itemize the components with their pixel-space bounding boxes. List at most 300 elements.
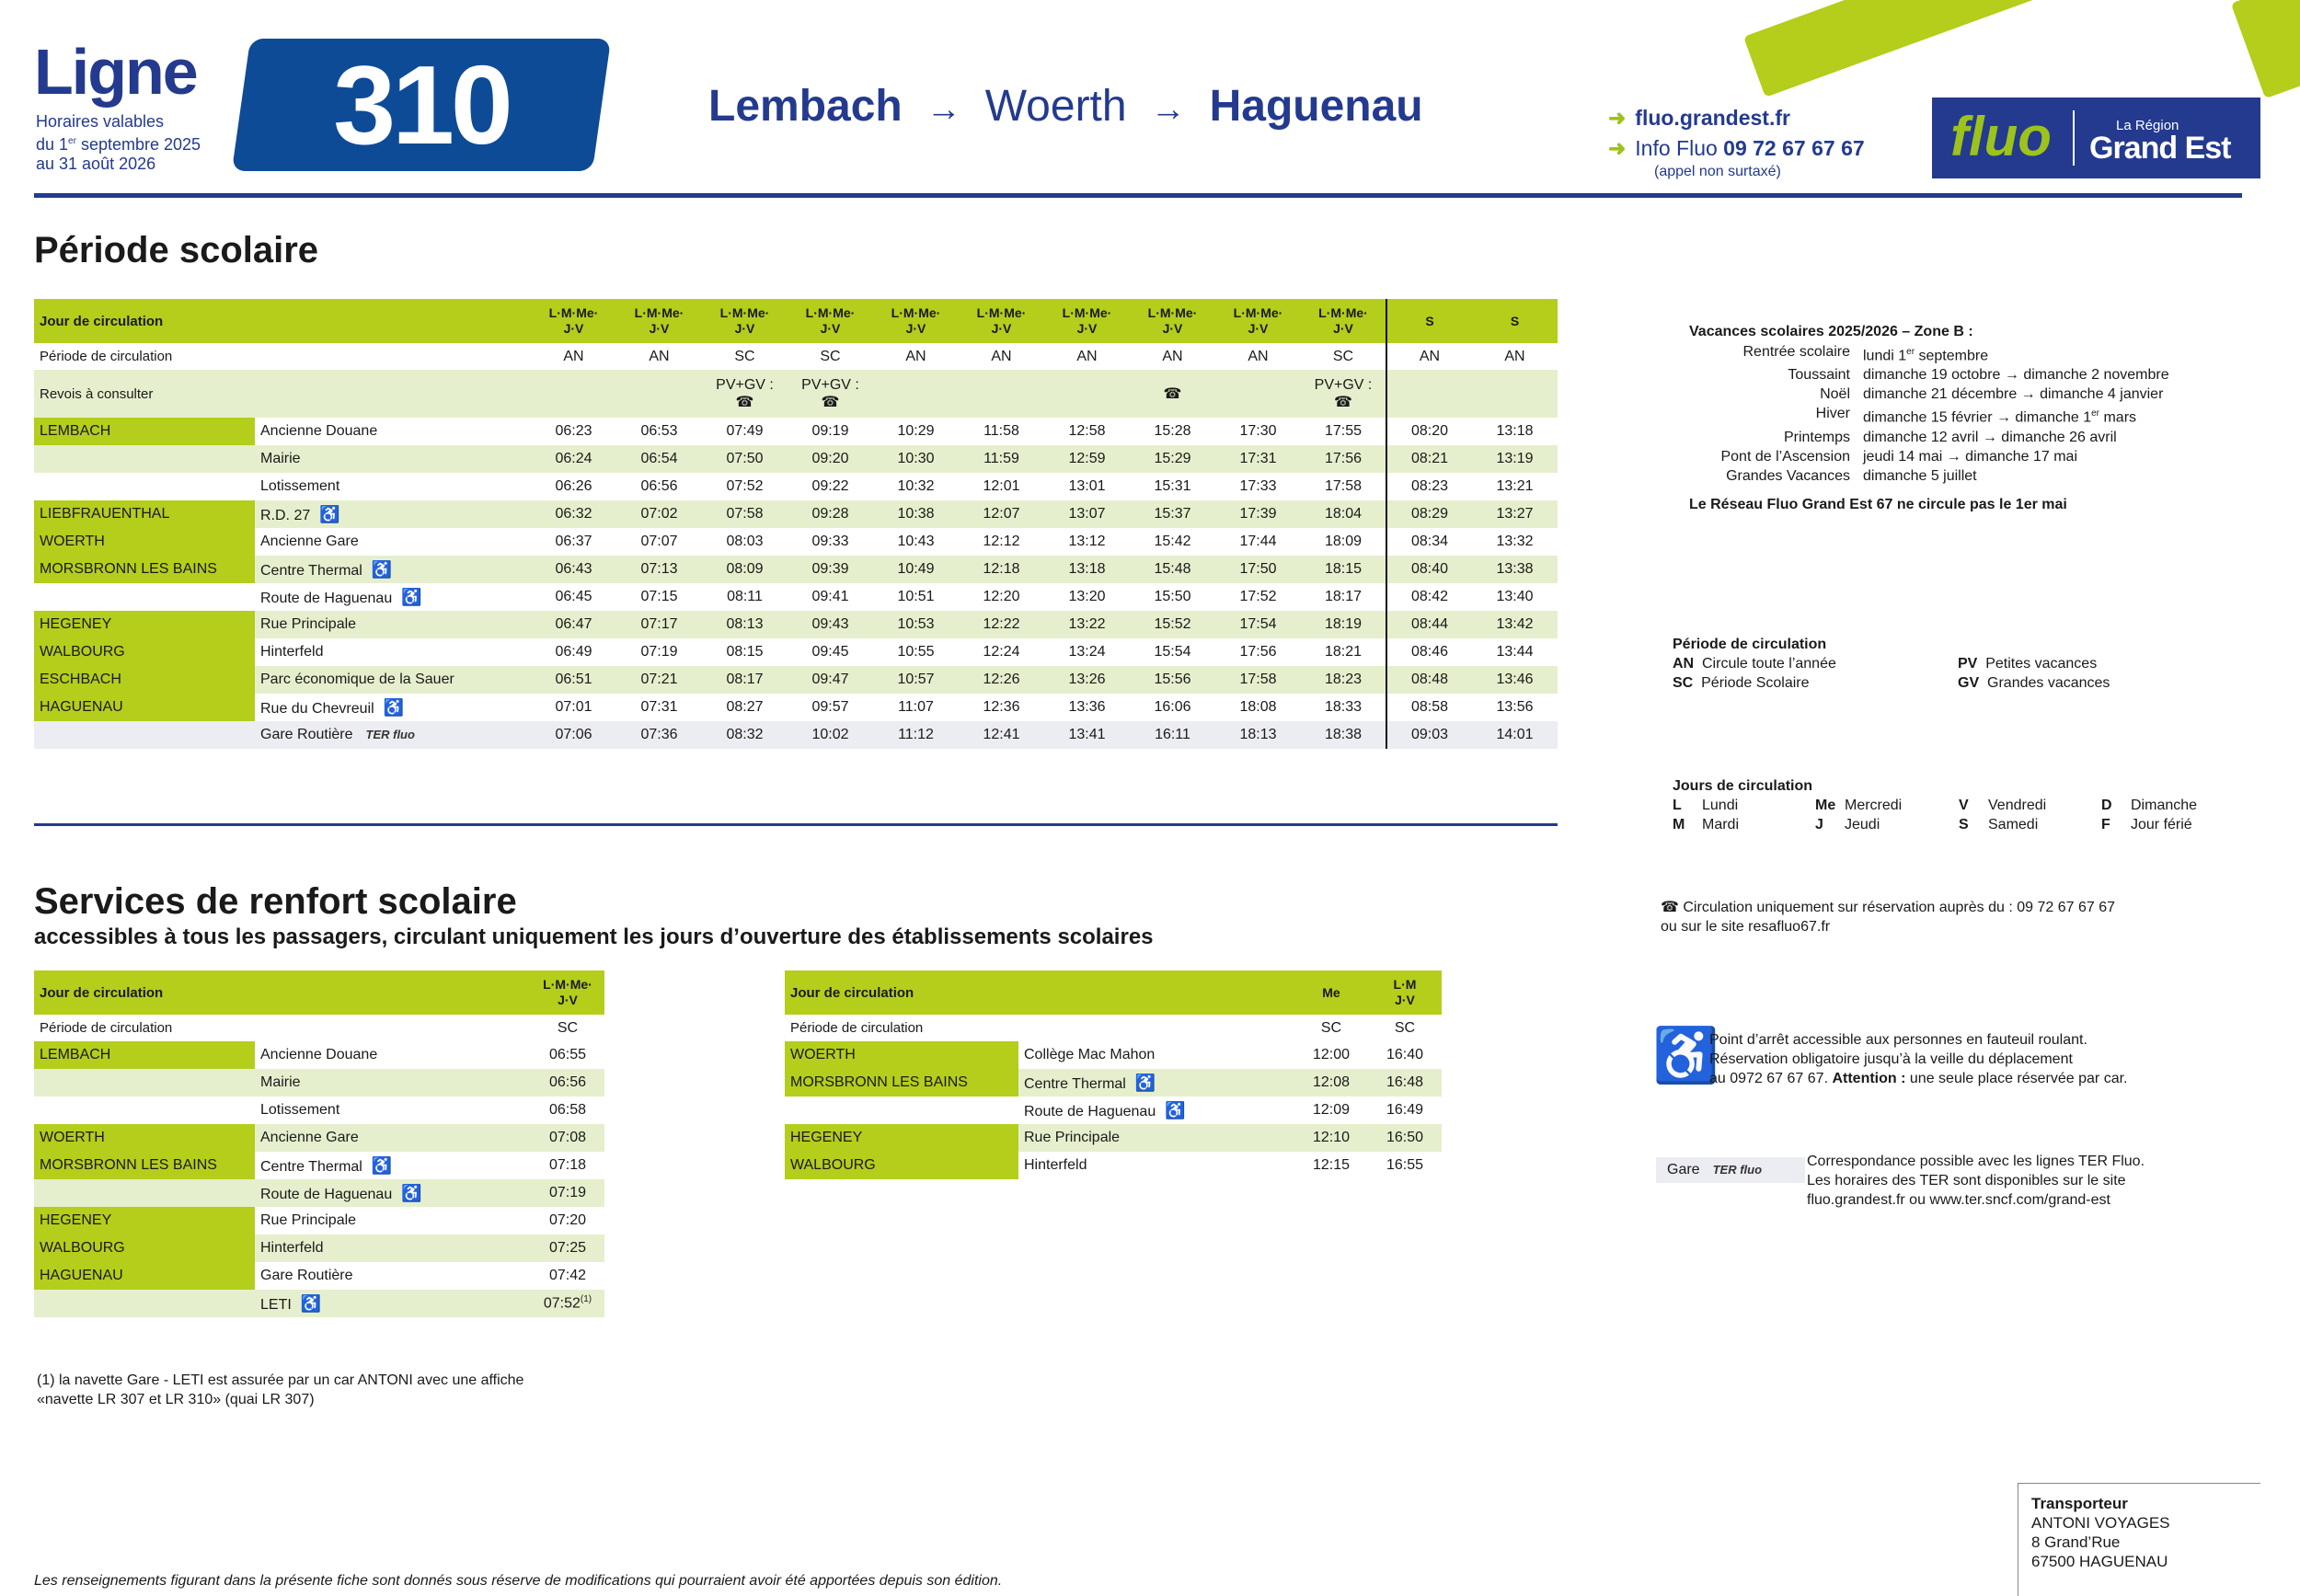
row-label: Jour de circulation	[34, 299, 531, 343]
header-divider	[34, 193, 2242, 198]
time-cell: 15:29	[1130, 445, 1215, 473]
stop-cell: Hinterfeld	[255, 638, 531, 666]
time-cell: 09:41	[788, 583, 873, 611]
table-row	[34, 1262, 604, 1290]
stop-cell: Gare Routière	[255, 1262, 531, 1290]
time-cell: 08:17	[702, 666, 788, 694]
wheelchair-icon: ♿	[1134, 1073, 1156, 1092]
table-row	[34, 445, 1558, 473]
transporteur: Transporteur ANTONI VOYAGES 8 Grand’Rue 67500 HAGUENAU	[2031, 1495, 2170, 1570]
vacances-key: Printemps	[1783, 429, 1850, 445]
ref-cell	[1472, 370, 1558, 418]
time-cell: 12:07	[959, 500, 1044, 528]
time-cell: 17:56	[1301, 445, 1386, 473]
time-cell: 08:20	[1386, 418, 1472, 445]
vacances-list	[1689, 342, 2169, 486]
time-cell: 11:12	[873, 721, 959, 749]
time-cell: 16:40	[1368, 1041, 1442, 1069]
timetable-renfort-a	[34, 970, 604, 1317]
time-cell: 18:33	[1301, 694, 1386, 721]
row-days	[34, 299, 1558, 343]
wheelchair-icon: ♿	[300, 1293, 322, 1313]
time-cell: 07:13	[616, 556, 702, 583]
time-cell: 13:40	[1472, 583, 1558, 611]
website-link[interactable]: fluo.grandest.fr	[1635, 106, 1790, 130]
days-cell: L·M·Me· J·V	[531, 970, 604, 1015]
period-cell: AN	[1215, 343, 1301, 370]
vacances-key: Pont de l’Ascension	[1720, 448, 1850, 465]
time-cell: 07:06	[531, 721, 616, 749]
vacances-value: dimanche 12 avril → dimanche 26 avril	[1863, 429, 2117, 445]
time-cell: 11:07	[873, 694, 959, 721]
time-cell: 06:43	[531, 556, 616, 583]
time-cell: 12:36	[959, 694, 1044, 721]
days-cell: S	[1386, 299, 1472, 343]
footer-disclaimer: Les renseignements figurant dans la présente fiche sont donnés sous réserve de modifications qui pourraient avoir été apportées depuis son édition.	[34, 1573, 1003, 1589]
stop-cell: Rue du Chevreuil ♿	[255, 694, 531, 721]
table-row	[34, 1207, 604, 1234]
row-days	[785, 970, 1442, 1015]
time-cell: 09:03	[1386, 721, 1472, 749]
time-cell: 13:32	[1472, 528, 1558, 556]
table-row	[34, 1069, 604, 1097]
time-cell: 17:58	[1215, 666, 1301, 694]
time-cell: 17:52	[1215, 583, 1301, 611]
reservation-note: ☎ Circulation uniquement sur réservation auprès du : 09 72 67 67 67 ou sur le site resafluo67.fr	[1661, 900, 2115, 935]
table-row	[34, 1152, 604, 1179]
ref-cell	[1386, 370, 1472, 418]
row-label: Revois à consulter	[34, 370, 531, 418]
time-cell: 16:55	[1368, 1152, 1442, 1179]
time-cell: 18:23	[1301, 666, 1386, 694]
time-cell: 13:12	[1044, 528, 1130, 556]
time-cell: 17:58	[1301, 473, 1386, 500]
time-cell: 09:33	[788, 528, 873, 556]
ter-fluo-icon: TER fluo	[365, 728, 415, 741]
commune-cell	[785, 1097, 1018, 1124]
route-from: Lembach	[708, 82, 903, 131]
table-row	[34, 1041, 604, 1069]
time-cell: 08:21	[1386, 445, 1472, 473]
stop-cell: Centre Thermal ♿	[1018, 1069, 1294, 1097]
wheelchair-icon: ♿	[371, 1155, 393, 1175]
days-cell: Me	[1294, 970, 1368, 1015]
section-title-periode-scolaire: Période scolaire	[34, 230, 319, 270]
days-cell: L·M·Me· J·V	[1215, 299, 1301, 343]
time-cell: 10:49	[873, 556, 959, 583]
legend-item: SC Période Scolaire	[1673, 675, 1810, 691]
commune-cell: WOERTH	[785, 1041, 1018, 1069]
time-cell: 06:47	[531, 611, 616, 638]
time-cell: 13:38	[1472, 556, 1558, 583]
time-cell: 17:31	[1215, 445, 1301, 473]
days-legend: Jours de circulation L Lundi Me Mercredi V Vendredi D Dimanche M Mardi J Jeudi S Samedi F Jour férié	[1673, 776, 2261, 834]
ref-cell	[1044, 370, 1130, 418]
time-cell: 07:25	[531, 1234, 604, 1262]
vacances-value: dimanche 21 décembre → dimanche 4 janvier	[1863, 386, 2164, 403]
legend-item: M Mardi	[1673, 817, 1740, 832]
footnote-navette: (1) la navette Gare - LETI est assurée par un car ANTONI avec une affiche «navette LR 307 et LR 310» (quai LR 307)	[37, 1372, 524, 1407]
time-cell: 18:38	[1301, 721, 1386, 749]
table-row	[34, 528, 1558, 556]
time-cell: 17:33	[1215, 473, 1301, 500]
stop-cell: Ancienne Gare	[255, 1124, 531, 1152]
vacances-key: Grandes Vacances	[1726, 467, 1850, 484]
days-cell: L·M·Me· J·V	[702, 299, 788, 343]
validity-period: Horaires valables du 1er septembre 2025 au 31 août 2026	[36, 112, 201, 173]
commune-cell: WALBOURG	[785, 1152, 1018, 1179]
vacances-note: Le Réseau Fluo Grand Est 67 ne circule pas le 1er mai	[1689, 497, 2067, 511]
time-cell: 07:17	[616, 611, 702, 638]
commune-cell: HEGENEY	[34, 1207, 255, 1234]
stop-cell: Rue Principale	[1018, 1124, 1294, 1152]
time-cell: 10:32	[873, 473, 959, 500]
period-cell: SC	[1301, 343, 1386, 370]
time-cell: 07:20	[531, 1207, 604, 1234]
time-cell: 08:09	[702, 556, 788, 583]
stop-cell: Rue Principale	[255, 611, 531, 638]
table-row	[785, 1097, 1442, 1124]
vacances-value: jeudi 14 mai → dimanche 17 mai	[1863, 448, 2078, 465]
time-cell: 13:01	[1044, 473, 1130, 500]
vacances-key: Hiver	[1815, 406, 1850, 422]
decor-stripe	[1743, 0, 2172, 98]
time-cell: 15:54	[1130, 638, 1215, 666]
time-cell: 08:27	[702, 694, 788, 721]
time-cell: 10:55	[873, 638, 959, 666]
time-cell: 07:50	[702, 445, 788, 473]
time-cell: 06:56	[616, 473, 702, 500]
time-cell: 07:18	[531, 1152, 604, 1179]
time-cell: 06:56	[531, 1069, 604, 1097]
commune-cell	[34, 1097, 255, 1124]
row-refs	[34, 370, 1558, 418]
stop-cell: Gare Routière TER fluo	[255, 721, 531, 749]
wheelchair-icon: ♿	[371, 559, 393, 579]
time-cell: 15:37	[1130, 500, 1215, 528]
logo-separator	[2073, 110, 2075, 166]
time-cell: 17:55	[1301, 418, 1386, 445]
stop-cell: Route de Haguenau ♿	[255, 583, 531, 611]
commune-cell: WOERTH	[34, 528, 255, 556]
validity-from: du 1er septembre 2025	[36, 135, 201, 154]
time-cell: 07:42	[531, 1262, 604, 1290]
period-cell: AN	[1386, 343, 1472, 370]
table-row	[34, 721, 1558, 749]
vacances-value: lundi 1er septembre	[1863, 347, 1989, 364]
vacances-value: dimanche 15 février → dimanche 1er mars	[1863, 408, 2137, 426]
logo-region: Grand Est	[2089, 131, 2231, 166]
time-cell: 13:44	[1472, 638, 1558, 666]
days-cell: L·M·Me· J·V	[788, 299, 873, 343]
time-cell: 12:59	[1044, 445, 1130, 473]
stop-cell: Lotissement	[255, 1097, 531, 1124]
time-cell: 18:04	[1301, 500, 1386, 528]
legend-item: V Vendredi	[1959, 798, 2047, 813]
wheelchair-icon: ♿	[1165, 1100, 1186, 1119]
stop-cell: Route de Haguenau ♿	[255, 1179, 531, 1207]
section-title-renfort: Services de renfort scolaire	[34, 881, 517, 922]
period-cell: AN	[1130, 343, 1215, 370]
time-cell: 13:41	[1044, 721, 1130, 749]
time-cell: 08:13	[702, 611, 788, 638]
stop-cell: Collège Mac Mahon	[1018, 1041, 1294, 1069]
time-cell: 09:39	[788, 556, 873, 583]
commune-cell: MORSBRONN LES BAINS	[34, 556, 255, 583]
time-cell: 12:24	[959, 638, 1044, 666]
table-row	[34, 1124, 604, 1152]
time-cell: 15:48	[1130, 556, 1215, 583]
time-cell: 12:12	[959, 528, 1044, 556]
time-cell: 13:56	[1472, 694, 1558, 721]
time-cell: 10:43	[873, 528, 959, 556]
table-row	[34, 1234, 604, 1262]
time-cell: 09:20	[788, 445, 873, 473]
ter-note: Correspondance possible avec les lignes TER Fluo. Les horaires des TER sont disponibles sur le site fluo.grandest.fr ou www.ter.sncf.com/grand-est	[1807, 1154, 2145, 1208]
ref-cell	[1215, 370, 1301, 418]
vacances-value: dimanche 5 juillet	[1863, 467, 1977, 484]
time-cell: 13:21	[1472, 473, 1558, 500]
days-cell: S	[1472, 299, 1558, 343]
time-cell: 16:48	[1368, 1069, 1442, 1097]
days-cell: L·M·Me· J·V	[959, 299, 1044, 343]
line-number: 310	[333, 42, 510, 167]
row-label: Période de circulation	[34, 1015, 531, 1041]
time-cell: 17:50	[1215, 556, 1301, 583]
commune-cell: HEGENEY	[34, 611, 255, 638]
time-cell: 12:01	[959, 473, 1044, 500]
time-cell: 07:15	[616, 583, 702, 611]
time-cell: 12:58	[1044, 418, 1130, 445]
time-cell: 12:09	[1294, 1097, 1368, 1124]
time-cell: 13:18	[1044, 556, 1130, 583]
stop-cell: Ancienne Gare	[255, 528, 531, 556]
table-row	[785, 1152, 1442, 1179]
time-cell: 10:02	[788, 721, 873, 749]
stop-cell: Lotissement	[255, 473, 531, 500]
time-cell: 09:22	[788, 473, 873, 500]
table-row	[34, 556, 1558, 583]
time-cell: 08:44	[1386, 611, 1472, 638]
stop-cell: Hinterfeld	[255, 1234, 531, 1262]
commune-cell: HEGENEY	[785, 1124, 1018, 1152]
days-cell: L·M·Me· J·V	[1130, 299, 1215, 343]
time-cell: 18:17	[1301, 583, 1386, 611]
time-cell: 09:28	[788, 500, 873, 528]
wheelchair-icon: ♿	[401, 1183, 422, 1202]
table-row	[34, 694, 1558, 721]
time-cell: 07:52$^{(1)}$	[531, 1290, 604, 1317]
table-row	[785, 1069, 1442, 1097]
ter-gare-sample: Gare TER fluo	[1656, 1157, 1805, 1183]
wheelchair-icon: ♿	[319, 504, 340, 523]
row-label: Jour de circulation	[34, 970, 531, 1015]
ref-cell: PV+GV : ☎	[702, 370, 788, 418]
table-row	[785, 1041, 1442, 1069]
time-cell: 07:49	[702, 418, 788, 445]
ref-cell	[531, 370, 616, 418]
time-cell: 13:27	[1472, 500, 1558, 528]
time-cell: 08:42	[1386, 583, 1472, 611]
info-label: Info Fluo	[1635, 136, 1718, 160]
row-label: Période de circulation	[785, 1015, 1294, 1041]
time-cell: 11:58	[959, 418, 1044, 445]
commune-cell	[34, 445, 255, 473]
time-cell: 07:36	[616, 721, 702, 749]
days-cell: L·M·Me· J·V	[873, 299, 959, 343]
route-to: Haguenau	[1209, 82, 1423, 131]
time-cell: 12:00	[1294, 1041, 1368, 1069]
table-row	[34, 1097, 604, 1124]
period-cell: AN	[1472, 343, 1558, 370]
time-cell: 06:32	[531, 500, 616, 528]
decor-stripe	[2231, 0, 2300, 98]
time-cell: 12:10	[1294, 1124, 1368, 1152]
stop-cell: Rue Principale	[255, 1207, 531, 1234]
time-cell: 09:47	[788, 666, 873, 694]
time-cell: 16:06	[1130, 694, 1215, 721]
wheelchair-icon: ♿	[383, 697, 405, 717]
wheelchair-icon: ♿	[1652, 1026, 1719, 1085]
time-cell: 06:49	[531, 638, 616, 666]
commune-cell	[34, 1290, 255, 1317]
row-days	[34, 970, 604, 1015]
stop-cell: Parc économique de la Sauer	[255, 666, 531, 694]
time-cell: 17:44	[1215, 528, 1301, 556]
period-legend: Période de circulation AN Circule toute l’année PV Petites vacances SC Période Scolaire GV Grandes vacances	[1673, 635, 2225, 693]
time-cell: 18:21	[1301, 638, 1386, 666]
stop-cell: Hinterfeld	[1018, 1152, 1294, 1179]
stop-cell: Centre Thermal ♿	[255, 556, 531, 583]
time-cell: 07:08	[531, 1124, 604, 1152]
arrow-right-icon: ➜	[1608, 136, 1627, 160]
legend-item: L Lundi	[1673, 798, 1739, 813]
arrow-right-icon: →	[926, 90, 961, 129]
legend-item: F Jour férié	[2101, 817, 2192, 832]
commune-cell	[34, 583, 255, 611]
stop-cell: Mairie	[255, 445, 531, 473]
time-cell: 06:37	[531, 528, 616, 556]
time-cell: 08:29	[1386, 500, 1472, 528]
row-label: Jour de circulation	[785, 970, 1294, 1015]
legend-item: S Samedi	[1959, 817, 2039, 832]
commune-cell	[34, 721, 255, 749]
time-cell: 10:38	[873, 500, 959, 528]
time-cell: 12:20	[959, 583, 1044, 611]
vacances-key: Noël	[1820, 386, 1850, 403]
route-title	[708, 81, 1423, 132]
arrow-right-icon: →	[1150, 90, 1186, 129]
commune-cell: LIEBFRAUENTHAL	[34, 500, 255, 528]
time-cell: 13:20	[1044, 583, 1130, 611]
time-cell: 07:31	[616, 694, 702, 721]
stop-cell: Ancienne Douane	[255, 418, 531, 445]
timetable-periode-scolaire	[34, 299, 1558, 749]
time-cell: 06:53	[616, 418, 702, 445]
row-period	[34, 343, 1558, 370]
table-row	[34, 638, 1558, 666]
commune-cell: HAGUENAU	[34, 694, 255, 721]
legend-item: PV Petites vacances	[1958, 656, 2098, 672]
time-cell: 10:29	[873, 418, 959, 445]
time-cell: 18:15	[1301, 556, 1386, 583]
fluo-logo-text: fluo	[1950, 106, 2052, 167]
time-cell: 08:03	[702, 528, 788, 556]
commune-cell: MORSBRONN LES BAINS	[34, 1152, 255, 1179]
vacances-value: dimanche 19 octobre → dimanche 2 novembre	[1863, 367, 2169, 384]
legend-item: D Dimanche	[2101, 798, 2198, 813]
time-cell: 08:48	[1386, 666, 1472, 694]
legend-item: AN Circule toute l’année	[1673, 656, 1836, 672]
ref-cell: ☎	[1130, 370, 1215, 418]
table-row	[34, 1290, 604, 1317]
days-cell: L·M·Me· J·V	[1301, 299, 1386, 343]
time-cell: 13:26	[1044, 666, 1130, 694]
time-cell: 12:18	[959, 556, 1044, 583]
period-cell: AN	[873, 343, 959, 370]
time-cell: 06:26	[531, 473, 616, 500]
vacances-key: Toussaint	[1788, 367, 1850, 384]
time-cell: 06:54	[616, 445, 702, 473]
commune-cell: MORSBRONN LES BAINS	[785, 1069, 1018, 1097]
time-cell: 18:19	[1301, 611, 1386, 638]
stop-cell: Route de Haguenau ♿	[1018, 1097, 1294, 1124]
time-cell: 12:26	[959, 666, 1044, 694]
time-cell: 13:07	[1044, 500, 1130, 528]
time-cell: 12:41	[959, 721, 1044, 749]
time-cell: 07:19	[531, 1179, 604, 1207]
timetable-renfort-b	[785, 970, 1442, 1179]
accessibility-note: Point d’arrêt accessible aux personnes en fauteuil roulant. Réservation obligatoire jusqu’à la veille du déplacement au 0972 67 67 67. Attention : une seule place réservée par car.	[1709, 1032, 2128, 1086]
period-cell: AN	[1044, 343, 1130, 370]
time-cell: 08:58	[1386, 694, 1472, 721]
table-row	[34, 611, 1558, 638]
time-cell: 13:18	[1472, 418, 1558, 445]
time-cell: 13:22	[1044, 611, 1130, 638]
time-cell: 16:49	[1368, 1097, 1442, 1124]
info-phone[interactable]: 09 72 67 67 67	[1723, 136, 1865, 160]
time-cell: 07:19	[616, 638, 702, 666]
time-cell: 15:28	[1130, 418, 1215, 445]
commune-cell: HAGUENAU	[34, 1262, 255, 1290]
wheelchair-icon: ♿	[401, 587, 422, 606]
stop-cell: Centre Thermal ♿	[255, 1152, 531, 1179]
period-cell: AN	[531, 343, 616, 370]
time-cell: 12:15	[1294, 1152, 1368, 1179]
commune-cell	[34, 1069, 255, 1097]
time-cell: 07:07	[616, 528, 702, 556]
time-cell: 11:59	[959, 445, 1044, 473]
time-cell: 10:30	[873, 445, 959, 473]
commune-cell: WOERTH	[34, 1124, 255, 1152]
time-cell: 15:31	[1130, 473, 1215, 500]
section-divider	[34, 823, 1558, 826]
ref-cell	[616, 370, 702, 418]
legend-item: GV Grandes vacances	[1958, 675, 2110, 691]
time-cell: 08:11	[702, 583, 788, 611]
period-cell: SC	[702, 343, 788, 370]
table-row	[34, 500, 1558, 528]
time-cell: 18:09	[1301, 528, 1386, 556]
time-cell: 13:24	[1044, 638, 1130, 666]
legend-item: Me Mercredi	[1815, 798, 1903, 813]
time-cell: 07:52	[702, 473, 788, 500]
time-cell: 06:24	[531, 445, 616, 473]
time-cell: 17:56	[1215, 638, 1301, 666]
time-cell: 12:22	[959, 611, 1044, 638]
stop-cell: R.D. 27 ♿	[255, 500, 531, 528]
time-cell: 09:43	[788, 611, 873, 638]
